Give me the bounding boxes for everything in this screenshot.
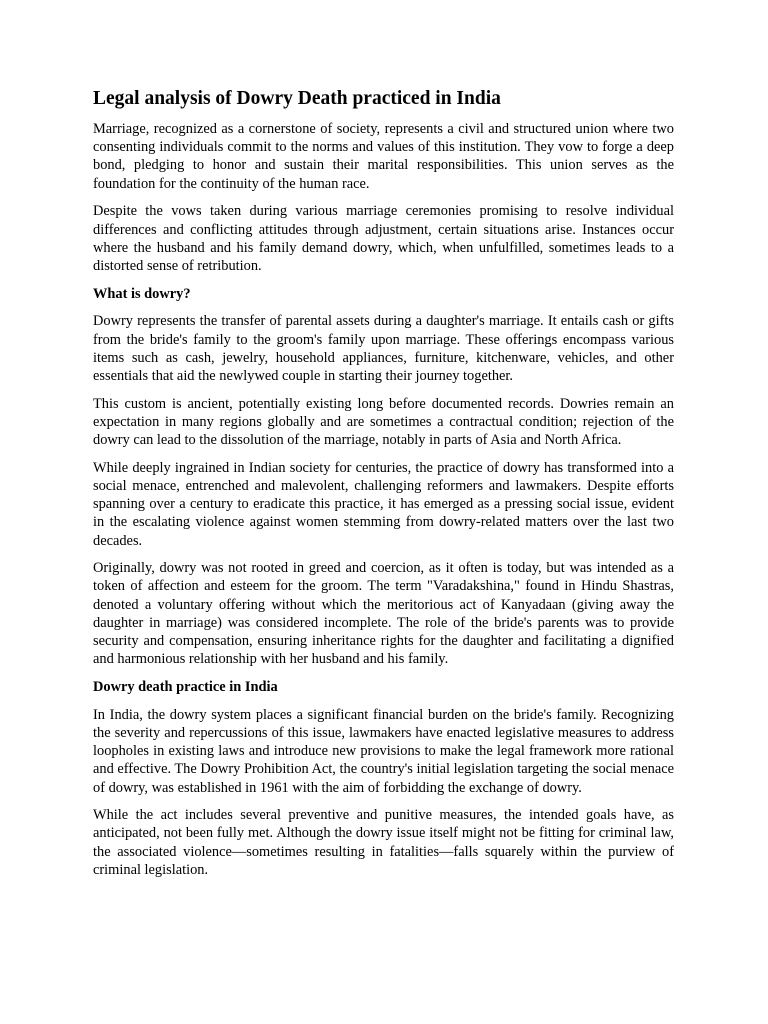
- document-page: [93, 86, 674, 889]
- document-title: Legal analysis of Dowry Death practiced in India: [93, 88, 501, 109]
- paragraph-criminal-legislation: While the act includes several preventive and punitive measures, the intended goals have, as anticipated, not been fully met. Although the dowry issue itself might not be fitting for criminal law, the associated violence—sometimes resulting in fatalities—falls squarely within the purview of criminal legislation.: [93, 807, 674, 878]
- section-heading-dowry-death-practice: Dowry death practice in India: [93, 678, 278, 695]
- section-heading-what-is-dowry: What is dowry?: [93, 285, 191, 302]
- paragraph-marriage-intro: Marriage, recognized as a cornerstone of society, represents a civil and structured union where two consenting individuals commit to the norms and values of this institution. They vow to forge a deep bond, pledging to honor and sustain their marital responsibilities. This union serves as the foundation for the continuity of the human race.: [93, 121, 674, 192]
- paragraph-vows-dowry-demand: Despite the vows taken during various marriage ceremonies promising to resolve individual differences and conflicting attitudes through adjustment, certain situations arise. Instances occur where the husband and his family demand dowry, which, when unfulfilled, sometimes leads to a distorted sense of retribution.: [93, 203, 674, 274]
- paragraph-varadakshina: Originally, dowry was not rooted in greed and coercion, as it often is today, but was intended as a token of affection and esteem for the groom. The term "Varadakshina," found in Hindu Shastras, denoted a voluntary offering without which the meritorious act of Kanyadaan (giving away the daughter in marriage) was considered incomplete. The role of the bride's parents was to provide security and compensation, ensuring inheritance rights for the daughter and facilitating a dignified and harmonious relationship with her husband and his family.: [93, 560, 674, 668]
- paragraph-ancient-custom: This custom is ancient, potentially existing long before documented records. Dowries remain an expectation in many regions globally and are sometimes a contractual condition; rejection of the dowry can lead to the dissolution of the marriage, notably in parts of Asia and North Africa.: [93, 395, 674, 449]
- paragraph-social-menace: While deeply ingrained in Indian society for centuries, the practice of dowry has transformed into a social menace, entrenched and malevolent, challenging reformers and lawmakers. Despite efforts spanning over a century to eradicate this practice, it has emerged as a pressing social issue, evident in the escalating violence against women stemming from dowry-related matters over the last two decades.: [93, 459, 674, 549]
- paragraph-dowry-definition: Dowry represents the transfer of parental assets during a daughter's marriage. It entails cash or gifts from the bride's family to the groom's family upon marriage. These offerings encompass various items such as cash, jewelry, household appliances, furniture, kitchenware, vehicles, and other essentials that aid the newlywed couple in starting their journey together.: [93, 313, 674, 384]
- paragraph-dowry-prohibition-act: In India, the dowry system places a significant financial burden on the bride's family. Recognizing the severity and repercussions of this issue, lawmakers have enacted legislative measures to address loopholes in existing laws and introduce new provisions to make the legal framework more rational and effective. The Dowry Prohibition Act, the country's initial legislation targeting the social menace of dowry, was established in 1961 with the aim of forbidding the exchange of dowry.: [93, 706, 674, 796]
